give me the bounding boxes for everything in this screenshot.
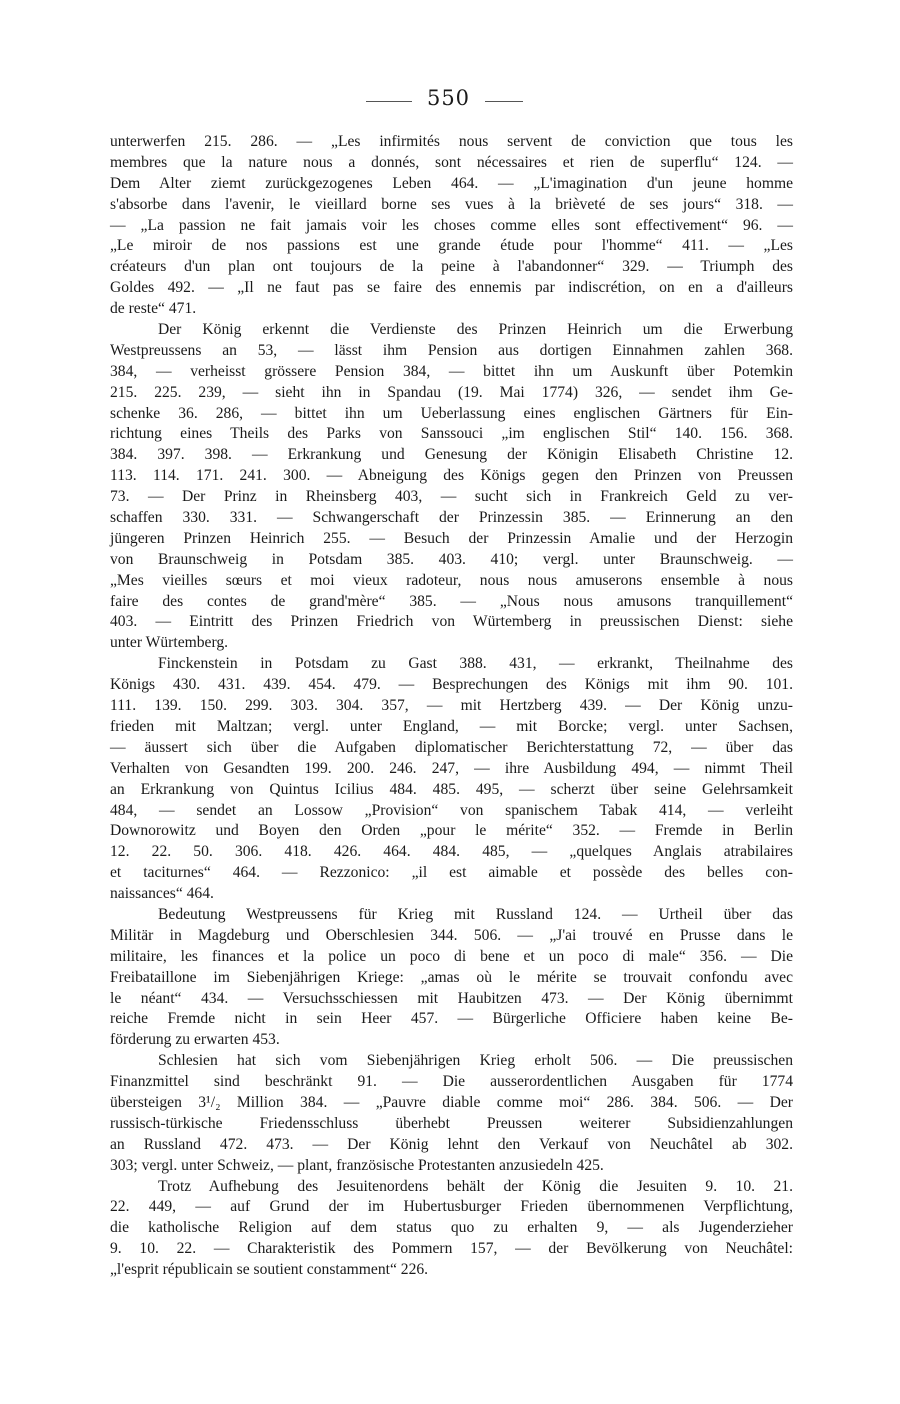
page-number: 550 (426, 86, 471, 110)
text-line: Der König erkennt die Verdienste des Prinzen Heinrich um die Erwerbung (158, 321, 793, 339)
text-line: jüngeren Prinzen Heinrich 255. — Besuch der Prinzessin Amalie und der Herzogin (110, 529, 793, 547)
text-line: de reste“ 471. (110, 300, 197, 318)
text-line: — „La passion ne fait jamais voir les choses comme elles sont effectivement“ 96. — (110, 216, 793, 234)
index-paragraph (110, 132, 793, 320)
text-line: 303; vergl. unter Schweiz, — plant, französische Protestanten anzusiedeln 425. (110, 1156, 604, 1174)
text-line: créateurs d'un plan ont toujours de la peine à l'abandonner“ 329. — Triumph des (110, 258, 793, 276)
text-line: Militär in Magdeburg und Oberschlesien 344. 506. — „J'ai trouvé en Prusse dans le (110, 926, 793, 944)
text-line: et taciturnes“ 464. — Rezzonico: „il est aimable et possède des belles con- (110, 864, 793, 882)
text-line: faire des contes de grand'mère“ 385. — „Nous nous amusons tranquillement“ (110, 592, 793, 610)
text-line: unter Würtemberg. (110, 634, 229, 652)
text-line: „Le miroir de nos passions est une grande étude pour l'homme“ 411. — „Les (110, 237, 793, 255)
text-line: 12. 22. 50. 306. 418. 426. 464. 484. 485, — „quelques Anglais atrabilaires (110, 843, 793, 861)
text-line: an Russland 472. 473. — Der König lehnt den Verkauf von Neuchâtel ab 302. (110, 1135, 793, 1153)
text-line: übersteigen 3¹/₂ Million 384. — „Pauvre diable comme moi“ 286. 384. 506. — Der (110, 1093, 793, 1111)
text-line: 22. 449, — auf Grund der im Hubertusburger Frieden übernommenen Verpflichtung, (110, 1198, 793, 1216)
text-line: Freibataillone im Siebenjährigen Kriege: „amas où le mérite se trouvait confondu avec (110, 968, 793, 986)
text-line: 403. — Eintritt des Prinzen Friedrich von Würtemberg in preussischen Dienst: siehe (110, 613, 793, 631)
index-paragraph (110, 1051, 793, 1176)
index-paragraph (110, 320, 793, 654)
text-line: Finanzmittel sind beschränkt 91. — Die ausserordentlichen Ausgaben für 1774 (110, 1073, 793, 1091)
text-line: Bedeutung Westpreussens für Krieg mit Russland 124. — Urtheil über das (158, 905, 793, 923)
text-line: Dem Alter ziemt zurückgezogenes Leben 464. — „L'imagination d'un jeune homme (110, 174, 793, 192)
text-line: Downorowitz und Boyen den Orden „pour le mérite“ 352. — Fremde in Berlin (110, 822, 793, 840)
text-line: frieden mit Maltzan; vergl. unter England, — mit Borcke; vergl. unter Sachsen, (110, 717, 793, 735)
text-line: Verhalten von Gesandten 199. 200. 246. 247, — ihre Ausbildung 494, — nimmt Theil (110, 759, 793, 777)
index-text-block (110, 132, 793, 1281)
text-line: 384, — verheisst grössere Pension 384, — bittet ihn um Auskunft über Potemkin (110, 362, 793, 380)
text-line: 384. 397. 398. — Erkrankung und Genesung der Königin Elisabeth Christine 12. (110, 446, 793, 464)
index-paragraph (110, 1177, 793, 1281)
index-paragraph (110, 654, 793, 905)
text-line: 484, — sendet an Lossow „Provision“ von spanischem Tabak 414, — verleiht (110, 801, 793, 819)
text-line: „Mes vieilles sœurs et moi vieux radoteur, nous nous amuserons ensemble à nous (110, 571, 793, 589)
text-line: die katholische Religion auf dem status quo zu erhalten 9, — als Jugenderzieher (110, 1219, 793, 1237)
text-line: 113. 114. 171. 241. 300. — Abneigung des Königs gegen den Prinzen von Preussen (110, 467, 793, 485)
text-line: le néant“ 434. — Versuchsschiessen mit Haubitzen 473. — Der König übernimmt (110, 989, 793, 1007)
text-line: reiche Fremde nicht in sein Heer 457. — Bürgerliche Officiere haben keine Be- (110, 1010, 793, 1028)
text-line: membres que la nature nous a donnés, sont nécessaires et rien de superflu“ 124. — (110, 153, 793, 171)
text-line: Goldes 492. — „Il ne faut pas se faire des ennemis par indiscrétion, on en a d'ailleurs (110, 279, 793, 297)
text-line: 111. 139. 150. 299. 303. 304. 357, — mit Hertzberg 439. — Der König unzu- (110, 697, 793, 715)
text-line: russisch-türkische Friedensschluss überhebt Preussen weiterer Subsidienzahlungen (110, 1114, 793, 1132)
text-line: Finckenstein in Potsdam zu Gast 388. 431, — erkrankt, Theilnahme des (158, 655, 793, 673)
text-line: s'absorbe dans l'avenir, le vieillard borne ses vues à la brièveté de ses jours“ 318. — (110, 195, 793, 213)
text-line: „l'esprit républicain se soutient constamment“ 226. (110, 1261, 429, 1279)
header-rule-left (366, 101, 412, 102)
text-line: schaffen 330. 331. — Schwangerschaft der Prinzessin 385. — Erinnerung an den (110, 509, 793, 527)
index-paragraph (110, 905, 793, 1051)
header-rule-right (485, 101, 523, 102)
text-line: unterwerfen 215. 286. — „Les infirmités nous servent de conviction que tous les (110, 133, 793, 150)
text-line: richtung eines Theils des Parks von Sanssouci „im englischen Stil“ 140. 156. 368. (110, 425, 793, 443)
text-line: — äussert sich über die Aufgaben diplomatischer Berichterstattung 72, — über das (110, 738, 793, 756)
text-line: Königs 430. 431. 439. 454. 479. — Besprechungen des Königs mit ihm 90. 101. (110, 676, 793, 694)
text-line: Schlesien hat sich vom Siebenjährigen Krieg erholt 506. — Die preussischen (158, 1052, 793, 1070)
text-line: von Braunschweig in Potsdam 385. 403. 410; vergl. unter Braunschweig. — (110, 550, 793, 568)
text-line: an Erkrankung von Quintus Icilius 484. 485. 495, — scherzt über seine Gelehrsamkeit (110, 780, 793, 798)
text-line: militaire, les finances et la police un poco di bene et un poco di male“ 356. — Die (110, 947, 793, 965)
text-line: naissances“ 464. (110, 885, 214, 903)
text-line: 9. 10. 22. — Charakteristik des Pommern 157, — der Bevölkerung von Neuchâtel: (110, 1240, 793, 1258)
text-line: förderung zu erwarten 453. (110, 1031, 280, 1049)
text-line: schenke 36. 286, — bittet ihn um Ueberlassung eines englischen Gärtners für Ein- (110, 404, 793, 422)
text-line: Trotz Aufhebung des Jesuitenordens behält der König die Jesuiten 9. 10. 21. (158, 1177, 793, 1195)
page-header (0, 86, 900, 116)
text-line: 73. — Der Prinz in Rheinsberg 403, — sucht sich in Frankreich Geld zu ver- (110, 488, 793, 506)
text-line: 215. 225. 239, — sieht ihn in Spandau (19. Mai 1774) 326, — sendet ihm Ge- (110, 383, 793, 401)
text-line: Westpreussens an 53, — lässt ihm Pension aus dortigen Einnahmen zahlen 368. (110, 341, 793, 359)
